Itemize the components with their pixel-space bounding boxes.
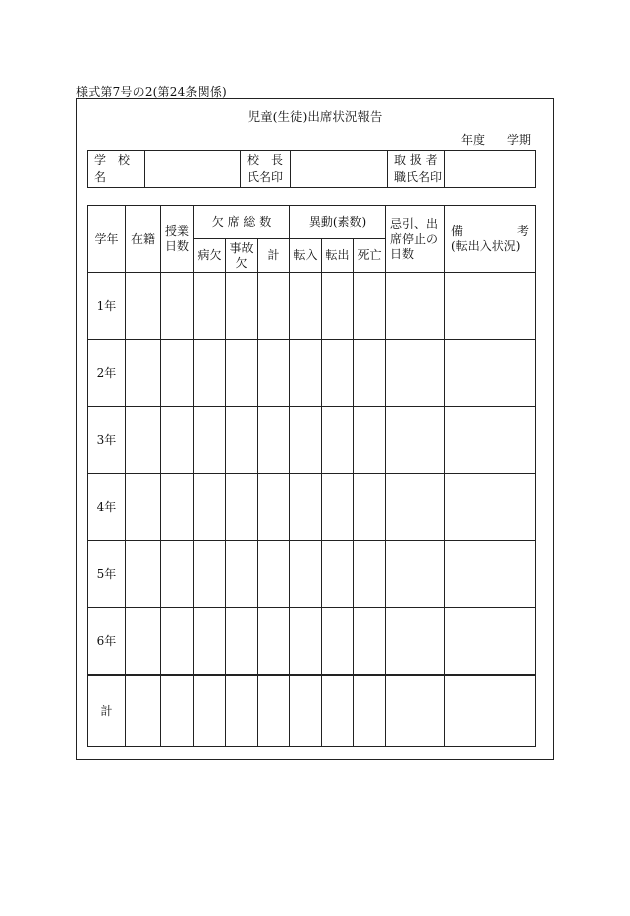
data-cell[interactable] [258,340,290,407]
grade-label: 5年 [88,541,126,608]
year-label: 年度 [460,133,485,147]
grade-label: 4年 [88,474,126,541]
data-cell[interactable] [226,340,258,407]
data-cell[interactable] [126,541,161,608]
transfer-out-header: 転出 [322,239,354,273]
data-cell[interactable] [161,273,194,340]
data-cell[interactable] [322,474,354,541]
principal-label: 校 長 氏名印 [241,151,291,188]
total-cell[interactable] [322,675,354,747]
data-cell[interactable] [126,608,161,676]
form-number-label: 様式第7号の2(第24条関係) [76,85,227,99]
total-cell[interactable] [194,675,226,747]
total-cell[interactable] [290,675,322,747]
data-cell[interactable] [194,340,226,407]
grade-label: 2年 [88,340,126,407]
handler-label: 取 扱 者 職氏名印 [388,151,445,188]
period-line [461,131,531,148]
data-cell[interactable] [322,608,354,676]
total-cell[interactable] [161,675,194,747]
data-cell[interactable] [290,273,322,340]
data-cell[interactable] [161,541,194,608]
sum-header: 計 [258,239,290,273]
data-cell[interactable] [194,273,226,340]
data-cell[interactable] [354,474,386,541]
data-cell[interactable] [322,541,354,608]
total-cell[interactable] [126,675,161,747]
report-title: 児童(生徒)出席状況報告 [247,109,383,124]
table-row [88,407,536,474]
data-cell[interactable] [258,407,290,474]
data-cell[interactable] [161,340,194,407]
total-cell[interactable] [226,675,258,747]
transfer-in-header: 転入 [290,239,322,273]
data-cell[interactable] [126,273,161,340]
principal-field[interactable] [291,151,388,188]
data-cell[interactable] [126,340,161,407]
data-cell[interactable] [226,407,258,474]
sick-header: 病欠 [194,239,226,273]
table-row [88,340,536,407]
data-cell[interactable] [386,474,445,541]
data-cell[interactable] [290,407,322,474]
mourning-header: 忌引、出 席停止の 日数 [386,206,445,273]
absence-total-header: 欠 席 総 数 [194,206,290,239]
data-cell[interactable] [386,273,445,340]
grade-label: 3年 [88,407,126,474]
data-cell[interactable] [258,474,290,541]
data-cell[interactable] [322,407,354,474]
data-cell[interactable] [386,541,445,608]
total-cell[interactable] [354,675,386,747]
data-cell[interactable] [226,608,258,676]
data-cell[interactable] [258,273,290,340]
data-cell[interactable] [322,340,354,407]
school-name-field[interactable] [145,151,241,188]
data-cell[interactable] [194,407,226,474]
data-cell[interactable] [386,608,445,676]
data-cell[interactable] [445,407,536,474]
class-days-header: 授業 日数 [161,206,194,273]
data-cell[interactable] [445,340,536,407]
data-cell[interactable] [226,273,258,340]
table-row [88,541,536,608]
table-row [88,608,536,676]
table-row [88,474,536,541]
report-frame [76,98,554,760]
data-cell[interactable] [354,340,386,407]
data-cell[interactable] [126,474,161,541]
term-label: 学期 [506,133,531,147]
data-cell[interactable] [161,407,194,474]
attendance-table [87,205,536,747]
data-cell[interactable] [354,273,386,340]
handler-field[interactable] [445,151,536,188]
data-cell[interactable] [226,474,258,541]
total-cell[interactable] [445,675,536,747]
data-cell[interactable] [194,541,226,608]
grade-rows [88,273,536,676]
data-cell[interactable] [161,474,194,541]
grade-header: 学年 [88,206,126,273]
data-cell[interactable] [445,474,536,541]
enrolled-header: 在籍 [126,206,161,273]
grade-label: 1年 [88,273,126,340]
data-cell[interactable] [354,608,386,676]
school-name-label: 学 校 名 [88,151,145,188]
data-cell[interactable] [226,541,258,608]
total-cell[interactable] [386,675,445,747]
data-cell[interactable] [354,407,386,474]
data-cell[interactable] [354,541,386,608]
total-cell[interactable] [258,675,290,747]
data-cell[interactable] [445,541,536,608]
data-cell[interactable] [290,340,322,407]
table-row [88,273,536,340]
data-cell[interactable] [290,608,322,676]
data-cell[interactable] [126,407,161,474]
data-cell[interactable] [258,541,290,608]
data-cell[interactable] [161,608,194,676]
data-cell[interactable] [194,474,226,541]
data-cell[interactable] [258,608,290,676]
death-header: 死亡 [354,239,386,273]
data-cell[interactable] [386,340,445,407]
grade-label: 6年 [88,608,126,676]
data-cell[interactable] [445,608,536,676]
remarks-header: 備 考 (転出入状況) [445,206,536,273]
data-cell[interactable] [386,407,445,474]
transfer-header: 異動(素数) [290,206,386,239]
data-cell[interactable] [445,273,536,340]
accident-header: 事故 欠 [226,239,258,273]
data-cell[interactable] [290,474,322,541]
data-cell[interactable] [194,608,226,676]
data-cell[interactable] [322,273,354,340]
info-table [87,150,536,188]
data-cell[interactable] [290,541,322,608]
total-label: 計 [88,675,126,747]
